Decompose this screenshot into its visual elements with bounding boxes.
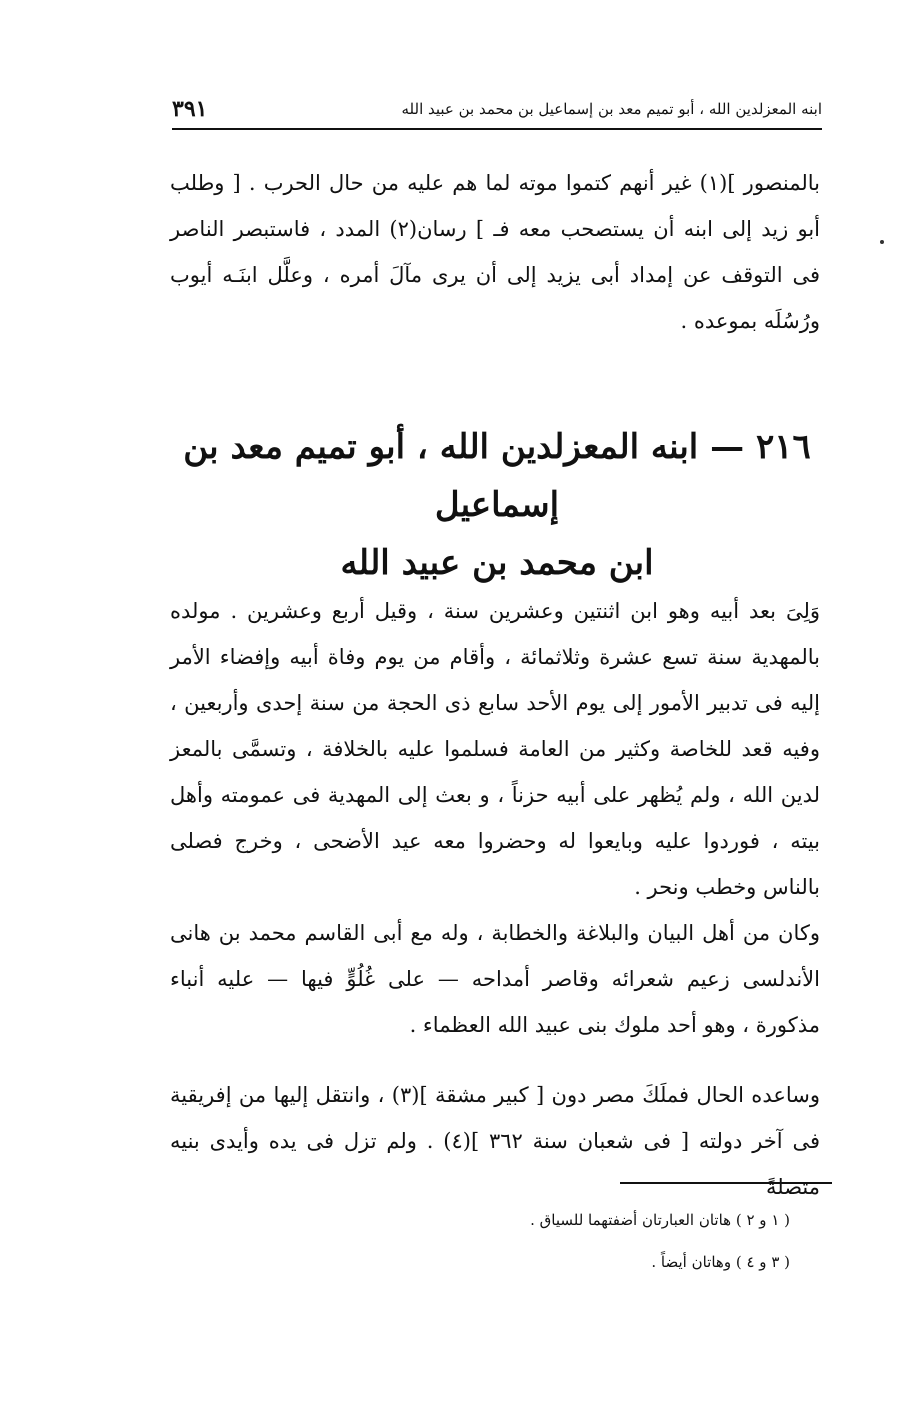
ink-speck bbox=[880, 240, 884, 244]
footnote-1: ( ١ و ٢ ) هاتان العبارتان أضفتهما للسياق . bbox=[530, 1211, 790, 1229]
footnote-2: ( ٣ و ٤ ) وهاتان أيضاً . bbox=[651, 1253, 790, 1271]
entry-title-line1: ابنه المعزلدين الله ، أبو تميم معد بن إسماعيل bbox=[183, 427, 699, 525]
running-header bbox=[172, 90, 822, 130]
entry-dash: — bbox=[710, 427, 745, 467]
intro-paragraph: بالمنصور ](١) غير أنهم كتموا موته لما هم عليه من حال الحرب . [ وطلب أبو زيد إلى ابنه أن يستصحب معه فـ ] رسان(٢) المدد ، فاستبصر الناصر فى التوقف عن إمداد أبى يزيد إلى أن يرى مآلَ أمره ، وعلَّل ابنَـه أيوب ورُسُلَه بموعده . bbox=[170, 171, 820, 333]
running-title: ابنه المعزلدين الله ، أبو تميم معد بن إسماعيل بن محمد بن عبيد الله bbox=[401, 100, 822, 118]
entry-title-line2: ابن محمد بن عبيد الله bbox=[340, 543, 654, 583]
body-paragraph-2: وكان من أهل البيان والبلاغة والخطابة ، وله مع أبى القاسم محمد بن هانى الأندلسى زعيم شعرائه وقاصر أمداحه — على غُلُوٍّ فيها — عليه أنباء مذكورة ، وهو أحد ملوك بنى عبيد الله العظماء . bbox=[170, 921, 821, 1037]
entry-heading bbox=[172, 418, 822, 592]
page-number: ٣٩١ bbox=[172, 96, 208, 122]
body-paragraph-3: وساعده الحال فملَكَ مصر دون [ كبير مشقة ](٣) ، وانتقل إليها من إفريقية فى آخر دولته [ فى شعبان سنة ٣٦٢ ](٤) . ولم تزل فى يده وأيدى بنيه متصلةً bbox=[170, 1083, 821, 1199]
entry-number: ٢١٦ bbox=[755, 427, 811, 467]
body-paragraph-1: وَلِىَ بعد أبيه وهو ابن اثنتين وعشرين سنة ، وقيل أربع وعشرين . مولده بالمهدية سنة تسع عشرة وثلاثمائة ، وأقام من يوم وفاة أبيه وإفضاء الأمر إليه فى تدبير الأمور إلى يوم الأحد سابع ذى الحجة من سنة إحدى وأربعين ، وفيه قعد للخاصة وكثير من العامة فسلموا عليه بالخلافة ، وتسمَّى بالمعز لدين الله ، ولم يُظهر على أبيه حزناً ، و بعث إلى المهدية فى عمومته وأهل بيته ، فوردوا عليه وبايعوا له وحضروا معه عيد الأضحى ، وخرج فصلى بالناس وخطب ونحر . bbox=[170, 599, 820, 899]
footnote-divider bbox=[620, 1182, 832, 1184]
